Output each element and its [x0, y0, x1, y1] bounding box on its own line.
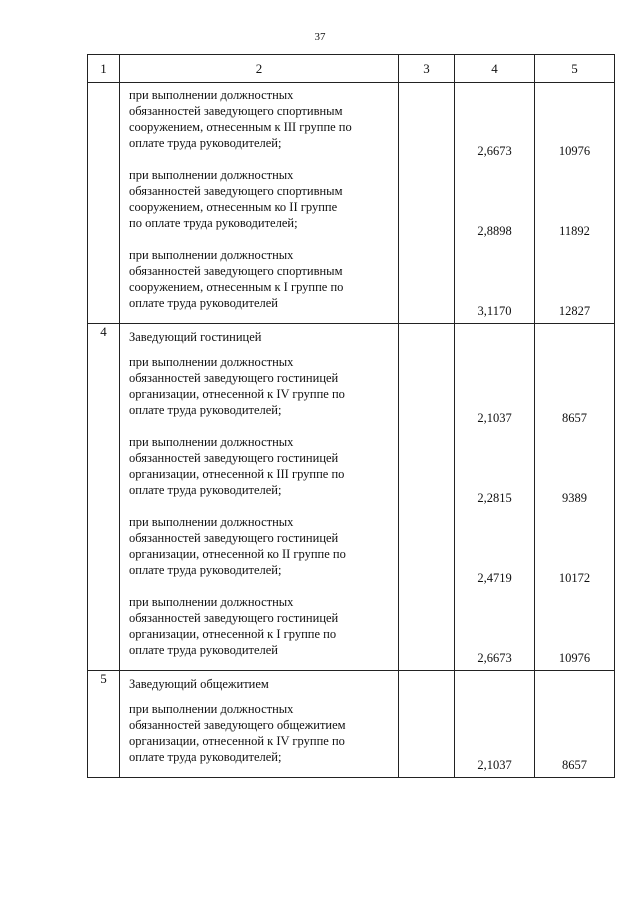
- condition-line: обязанностей заведующего спортивным: [129, 104, 343, 118]
- row-number: 4: [88, 324, 120, 671]
- condition-entry: [120, 590, 398, 670]
- condition-line: при выполнении должностных: [129, 355, 294, 369]
- condition-text: [120, 430, 348, 510]
- salary-value-box: [535, 163, 614, 243]
- condition-line: при выполнении должностных: [129, 248, 294, 262]
- salary-cell: [535, 671, 615, 778]
- condition-entry: [120, 243, 398, 323]
- salary-value-box: [535, 243, 614, 323]
- condition-line: обязанностей заведующего спортивным: [129, 264, 343, 278]
- position-title: Заведующий общежитием: [129, 677, 269, 691]
- condition-entry: [120, 163, 398, 243]
- coefficient-value-box: [455, 697, 534, 777]
- coefficient-value-box: [455, 590, 534, 670]
- condition-entry: [120, 697, 398, 777]
- salary-value-box: [535, 350, 614, 430]
- condition-line: оплате труда руководителей;: [129, 483, 282, 497]
- condition-entry: [120, 510, 398, 590]
- position-description-cell: [120, 671, 399, 778]
- header-col-4: 4: [455, 55, 535, 83]
- condition-line: оплате труда руководителей;: [129, 750, 282, 764]
- salary-table: [87, 54, 615, 778]
- salary-value: 10976: [558, 651, 591, 665]
- position-description-cell: [120, 83, 399, 324]
- condition-line: оплате труда руководителей;: [129, 403, 282, 417]
- header-col-2: 2: [120, 55, 399, 83]
- condition-entry: [120, 350, 398, 430]
- coefficient-value: 3,1170: [477, 304, 512, 318]
- salary-value-box: [535, 697, 614, 777]
- condition-line: при выполнении должностных: [129, 435, 294, 449]
- condition-line: обязанностей заведующего гостиницей: [129, 371, 339, 385]
- condition-line: организации, отнесенной к IV группе по: [129, 734, 345, 748]
- condition-line: организации, отнесенной к IV группе по: [129, 387, 345, 401]
- coefficient-value: 2,4719: [477, 571, 512, 585]
- salary-value-box: [535, 430, 614, 510]
- condition-line: оплате труда руководителей: [129, 296, 278, 310]
- condition-line: сооружением, отнесенным к I группе по: [129, 280, 344, 294]
- condition-line: обязанностей заведующего гостиницей: [129, 531, 339, 545]
- coefficient-cell: [455, 324, 535, 671]
- condition-line: организации, отнесенной к I группе по: [129, 627, 337, 641]
- condition-text: [120, 590, 342, 670]
- coefficient-value: 2,1037: [477, 758, 512, 772]
- salary-value: 8657: [562, 411, 587, 425]
- salary-cell: [535, 83, 615, 324]
- coefficient-value-box: [455, 83, 534, 163]
- coefficient-value-box: [455, 510, 534, 590]
- coefficient-value-box: [455, 163, 534, 243]
- condition-line: оплате труда руководителей;: [129, 136, 282, 150]
- table-row: [88, 671, 615, 778]
- coefficient-cell: [455, 671, 535, 778]
- condition-line: обязанностей заведующего гостиницей: [129, 611, 339, 625]
- condition-text: [120, 83, 356, 163]
- salary-value: 8657: [562, 758, 587, 772]
- coefficient-value: 2,2815: [477, 491, 512, 505]
- condition-line: организации, отнесенной к III группе по: [129, 467, 345, 481]
- salary-value: 12827: [558, 304, 591, 318]
- condition-text: [120, 163, 346, 243]
- header-col-3: 3: [399, 55, 455, 83]
- salary-value-box: [535, 83, 614, 163]
- coefficient-value-box: [455, 243, 534, 323]
- condition-line: оплате труда руководителей: [129, 643, 278, 657]
- table-row: [88, 324, 615, 671]
- spacer: [455, 671, 534, 697]
- coefficient-value-box: [455, 430, 534, 510]
- coefficient-value: 2,6673: [477, 651, 512, 665]
- page-number: 37: [314, 31, 326, 43]
- condition-text: [120, 697, 350, 777]
- condition-line: сооружением, отнесенным ко II группе: [129, 200, 338, 214]
- coefficient-value: 2,8898: [477, 224, 512, 238]
- condition-text: [120, 243, 347, 323]
- condition-line: оплате труда руководителей;: [129, 563, 282, 577]
- header-col-5: 5: [535, 55, 615, 83]
- empty-col-3: [399, 83, 455, 324]
- salary-value-box: [535, 590, 614, 670]
- row-number: 5: [88, 671, 120, 778]
- condition-line: при выполнении должностных: [129, 595, 294, 609]
- table-row: [88, 83, 615, 324]
- condition-line: по оплате труда руководителей;: [129, 216, 298, 230]
- salary-value: 10976: [558, 144, 591, 158]
- position-title: Заведующий гостиницей: [129, 330, 262, 344]
- header-col-1: 1: [88, 55, 120, 83]
- coefficient-value: 2,6673: [477, 144, 512, 158]
- condition-text: [120, 350, 349, 430]
- condition-line: сооружением, отнесенным к III группе по: [129, 120, 352, 134]
- condition-line: при выполнении должностных: [129, 88, 294, 102]
- condition-line: обязанностей заведующего гостиницей: [129, 451, 339, 465]
- condition-entry: [120, 83, 398, 163]
- salary-cell: [535, 324, 615, 671]
- salary-value-box: [535, 510, 614, 590]
- coefficient-value: 2,1037: [477, 411, 512, 425]
- condition-line: при выполнении должностных: [129, 702, 294, 716]
- condition-text: [120, 510, 350, 590]
- row-number: [88, 83, 120, 324]
- spacer: [535, 671, 614, 697]
- empty-col-3: [399, 324, 455, 671]
- condition-line: при выполнении должностных: [129, 515, 294, 529]
- coefficient-cell: [455, 83, 535, 324]
- coefficient-value-box: [455, 350, 534, 430]
- empty-col-3: [399, 671, 455, 778]
- condition-line: организации, отнесенной ко II группе по: [129, 547, 346, 561]
- position-description-cell: [120, 324, 399, 671]
- condition-entry: [120, 430, 398, 510]
- salary-value: 11892: [559, 224, 590, 238]
- condition-line: при выполнении должностных: [129, 168, 294, 182]
- salary-value: 10172: [558, 571, 591, 585]
- spacer: [535, 324, 614, 350]
- condition-line: обязанностей заведующего спортивным: [129, 184, 343, 198]
- header-row: [88, 55, 615, 83]
- salary-value: 9389: [562, 491, 587, 505]
- condition-line: обязанностей заведующего общежитием: [129, 718, 346, 732]
- spacer: [455, 324, 534, 350]
